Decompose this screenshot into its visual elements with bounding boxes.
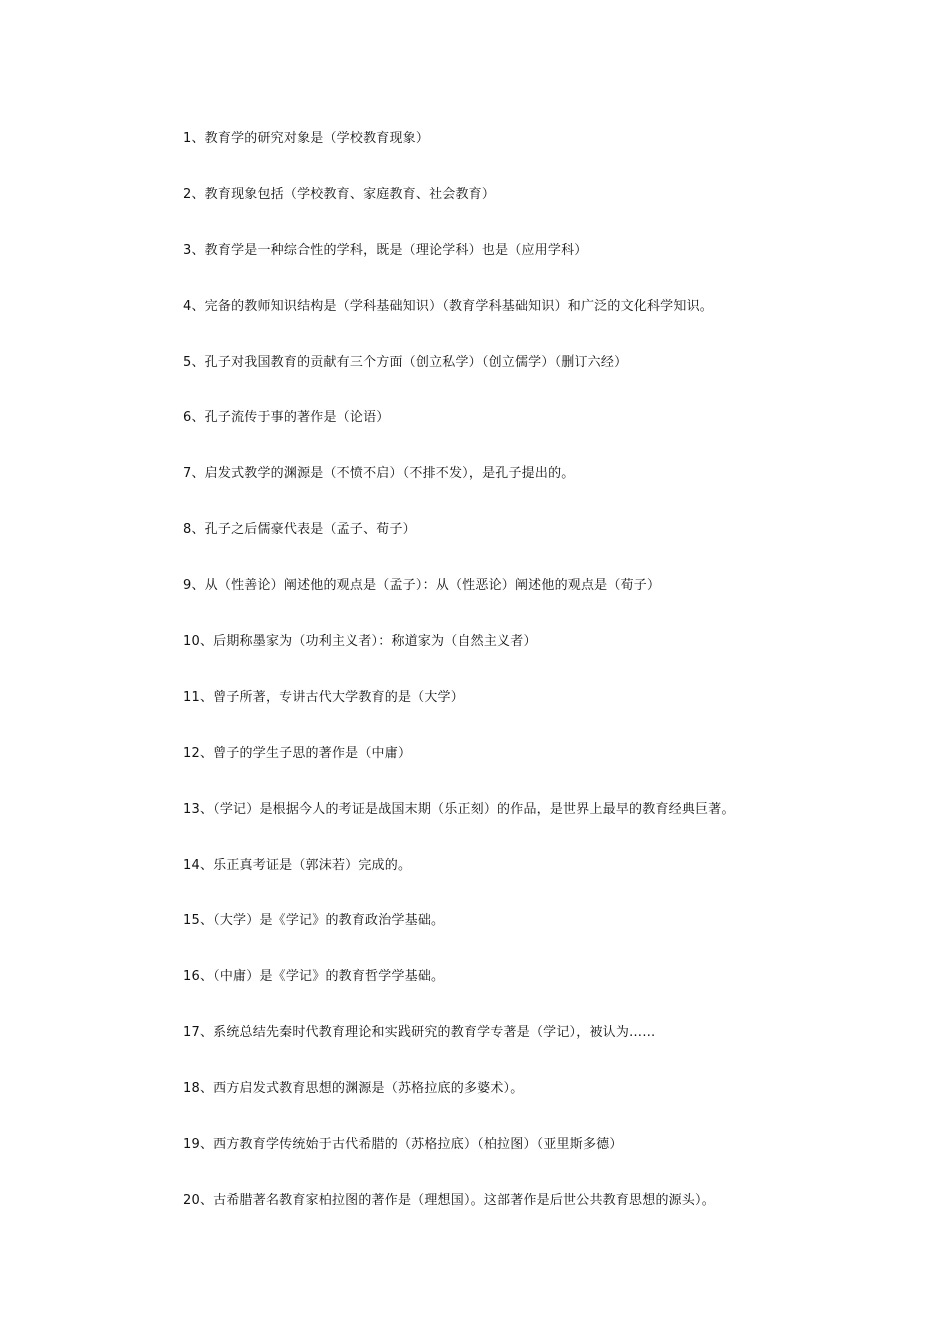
list-item: 15、（大学）是《学记》的教育政治学基础。 [183,913,445,929]
list-item: 7、启发式教学的渊源是（不愤不启）（不排不发），是孔子提出的。 [183,466,575,482]
list-item: 11、曾子所著，专讲古代大学教育的是（大学） [183,689,464,705]
list-item: 14、乐正真考证是（郭沫若）完成的。 [183,857,412,873]
list-item: 13、（学记）是根据今人的考证是战国末期（乐正刻）的作品，是世界上最早的教育经典巨著。 [183,801,735,817]
list-item: 4、完备的教师知识结构是（学科基础知识）（教育学科基础知识）和广泛的文化科学知识。 [183,298,713,314]
list-item: 19、西方教育学传统始于古代希腊的（苏格拉底）（柏拉图）（亚里斯多德） [183,1137,623,1153]
list-item: 5、孔子对我国教育的贡献有三个方面（创立私学）（创立儒学）（删订六经） [183,354,628,370]
list-item: 17、系统总结先秦时代教育理论和实践研究的教育学专著是（学记），被认为…… [183,1025,656,1041]
list-item: 20、古希腊著名教育家柏拉图的著作是（理想国）。这部著作是后世公共教育思想的源头）。 [183,1192,715,1208]
list-item: 8、孔子之后儒豪代表是（孟子、荀子） [183,522,416,538]
list-item: 9、从（性善论）阐述他的观点是（孟子）：从（性恶论）阐述他的观点是（荀子） [183,578,661,594]
list-item: 2、教育现象包括（学校教育、家庭教育、社会教育） [183,186,496,202]
list-item: 16、（中庸）是《学记》的教育哲学学基础。 [183,969,445,985]
list-item: 6、孔子流传于事的著作是（论语） [183,410,390,426]
question-list [183,128,923,1246]
list-item: 10、后期称墨家为（功利主义者）：称道家为（自然主义者） [183,634,537,650]
list-item: 1、教育学的研究对象是（学校教育现象） [183,131,430,146]
list-item: 18、西方启发式教育思想的渊源是（苏格拉底的多婆术）。 [183,1081,524,1097]
list-item: 3、教育学是一种综合性的学科，既是（理论学科）也是（应用学科） [183,242,588,258]
list-item: 12、曾子的学生子思的著作是（中庸） [183,745,412,761]
